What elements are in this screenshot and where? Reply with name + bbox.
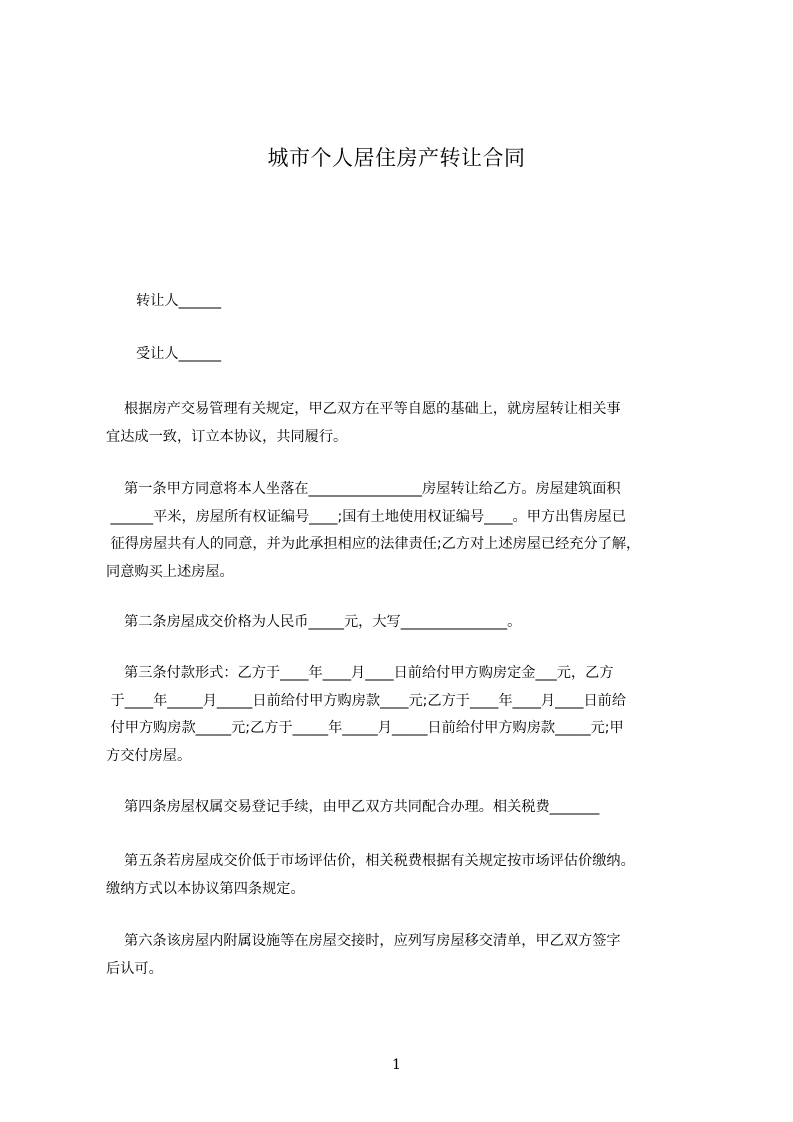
article-5-paragraph bbox=[106, 848, 702, 903]
contract-title: 城市个人居住房产转让合同 bbox=[267, 146, 526, 170]
article-1-line: 征得房屋共有人的同意，并为此承担相应的法律责任;乙方对上述房屋已经充分了解， bbox=[106, 536, 641, 552]
article-2-line: 第二条房屋成交价格为人民币_____元，大写_______________。 bbox=[106, 614, 522, 630]
article-3-line: 付甲方购房款_____元;乙方于_____年_____月_____日前给付甲方购房款_____元;甲 bbox=[106, 720, 624, 736]
page-number: 1 bbox=[392, 1057, 401, 1073]
preamble-line: 宜达成一致，订立本协议，共同履行。 bbox=[106, 428, 348, 445]
article-1-line: 第一条甲方同意将本人坐落在________________房屋转让给乙方。房屋建筑面积 bbox=[106, 481, 621, 497]
article-5-line: 缴纳方式以本协议第四条规定。 bbox=[106, 880, 305, 897]
article-6-line: 后认可。 bbox=[106, 960, 163, 977]
article-4-line: 第四条房屋权属交易登记手续，由甲乙双方共同配合办理。相关税费_______ bbox=[106, 799, 600, 815]
preamble-line: 根据房产交易管理有关规定，甲乙双方在平等自愿的基础上，就房屋转让相关事 bbox=[106, 401, 621, 417]
article-6-paragraph bbox=[106, 928, 702, 983]
article-3-paragraph bbox=[106, 660, 702, 770]
article-3-line: 第三条付款形式：乙方于____年____月____日前给付甲方购房定金___元，乙方 bbox=[106, 665, 614, 681]
article-2-paragraph bbox=[106, 609, 702, 637]
article-6-line: 第六条该房屋内附属设施等在房屋交接时，应列写房屋移交清单，甲乙双方签字 bbox=[106, 933, 621, 949]
preamble-paragraph bbox=[106, 396, 702, 451]
article-1-line: 同意购买上述房屋。 bbox=[106, 563, 234, 580]
article-1-line: ______平米，房屋所有权证编号____;国有土地使用权证编号____。甲方出售房屋已 bbox=[106, 508, 627, 525]
article-4-paragraph bbox=[106, 794, 702, 822]
article-5-line: 第五条若房屋成交价低于市场评估价，相关税费根据有关规定按市场评估价缴纳。 bbox=[106, 853, 635, 869]
transferor-line: 转让人______ bbox=[136, 293, 222, 309]
article-3-line: 于____年_____月_____日前给付甲方购房款____元;乙方于____年____月____日前给 bbox=[106, 692, 627, 709]
article-1-paragraph bbox=[106, 476, 702, 586]
article-3-line: 方交付房屋。 bbox=[106, 747, 192, 764]
transferee-line: 受让人______ bbox=[136, 346, 222, 362]
